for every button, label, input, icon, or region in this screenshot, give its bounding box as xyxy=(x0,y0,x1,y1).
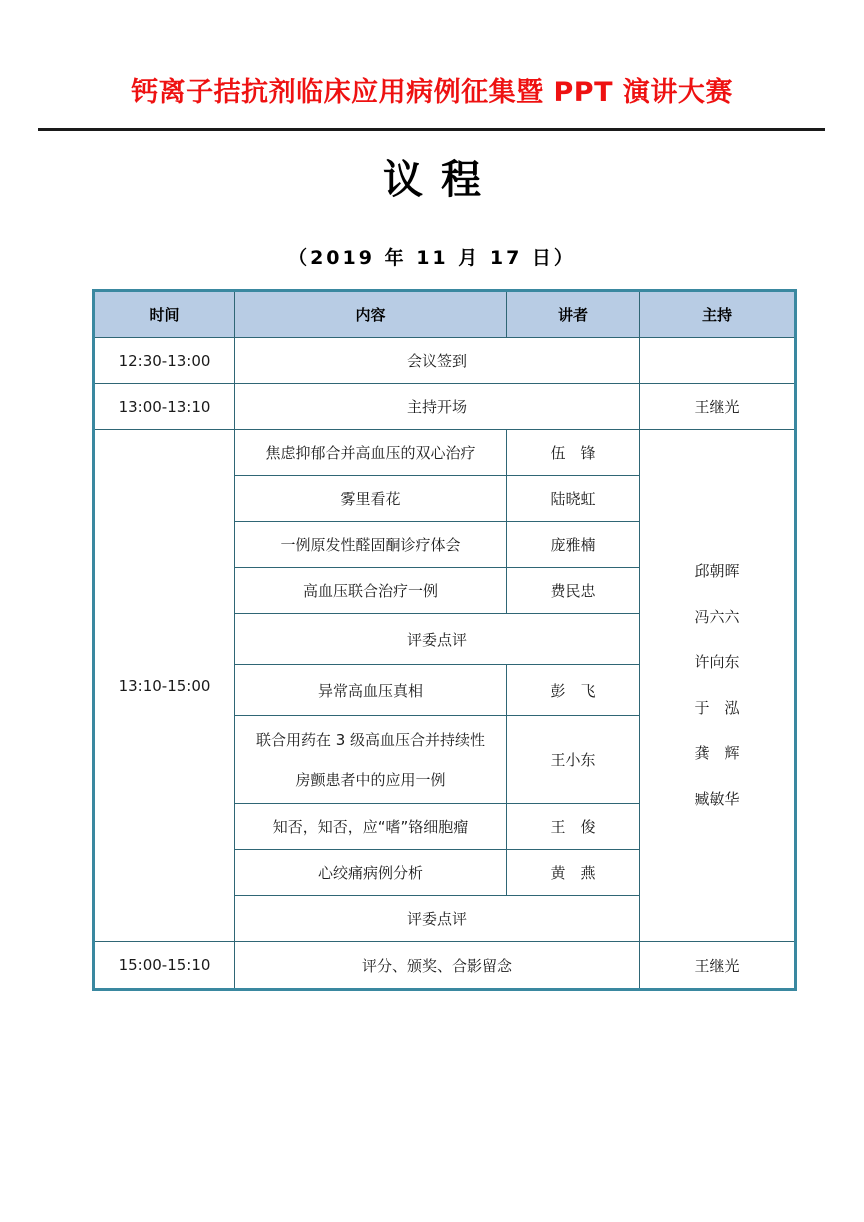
time-cell: 12:30-13:00 xyxy=(94,338,235,384)
table-row xyxy=(94,384,796,430)
host-name: 龚 辉 xyxy=(694,744,740,762)
content-cell: 焦虑抑郁合并高血压的双心治疗 xyxy=(235,430,507,476)
content-cell: 知否，知否，应“嗜”铬细胞瘤 xyxy=(235,804,507,850)
column-header-time: 时间 xyxy=(94,291,235,338)
host-name: 邱朝晖 xyxy=(694,562,740,580)
event-date: （2019 年 11 月 17 日） xyxy=(288,247,576,269)
speaker-cell: 陆晓虹 xyxy=(507,476,640,522)
table-row xyxy=(94,430,796,476)
speaker-cell: 伍 锋 xyxy=(507,430,640,476)
agenda-heading: 议程 xyxy=(383,156,499,203)
content-cell: 心绞痛病例分析 xyxy=(235,850,507,896)
title-divider xyxy=(38,128,825,131)
column-header-content: 内容 xyxy=(235,291,507,338)
content-cell: 一例原发性醛固酮诊疗体会 xyxy=(235,522,507,568)
time-cell: 13:00-13:10 xyxy=(94,384,235,430)
table-header-row xyxy=(94,291,796,338)
host-name: 许向东 xyxy=(694,653,740,671)
agenda-table xyxy=(92,289,797,991)
column-header-speaker: 讲者 xyxy=(507,291,640,338)
event-title: 钙离子拮抗剂临床应用病例征集暨 PPT 演讲大赛 xyxy=(131,77,733,108)
table-row xyxy=(94,338,796,384)
content-cell: 主持开场 xyxy=(235,384,640,430)
content-cell: 高血压联合治疗一例 xyxy=(235,568,507,614)
speaker-cell: 王小东 xyxy=(507,716,640,804)
speaker-cell: 彭 飞 xyxy=(507,665,640,716)
table-row xyxy=(94,942,796,990)
content-line: 房颤患者中的应用一例 xyxy=(295,770,446,789)
content-cell: 异常高血压真相 xyxy=(235,665,507,716)
host-cell: 王继光 xyxy=(640,942,796,990)
review-cell: 评委点评 xyxy=(235,614,640,665)
time-cell: 13:10-15:00 xyxy=(94,430,235,942)
speaker-cell: 庞雅楠 xyxy=(507,522,640,568)
host-list xyxy=(640,549,794,822)
speaker-cell: 黄 燕 xyxy=(507,850,640,896)
host-cell: 王继光 xyxy=(640,384,796,430)
host-cell xyxy=(640,338,796,384)
host-cell xyxy=(640,430,796,942)
content-cell xyxy=(235,716,507,804)
content-cell: 评分、颁奖、合影留念 xyxy=(235,942,640,990)
speaker-cell: 王 俊 xyxy=(507,804,640,850)
column-header-host: 主持 xyxy=(640,291,796,338)
content-line: 联合用药在 3 级高血压合并持续性 xyxy=(255,730,486,749)
time-cell: 15:00-15:10 xyxy=(94,942,235,990)
host-name: 冯六六 xyxy=(694,607,740,626)
content-cell: 会议签到 xyxy=(235,338,640,384)
speaker-cell: 费民忠 xyxy=(507,568,640,614)
host-name: 于 泓 xyxy=(694,698,740,717)
host-name: 臧敏华 xyxy=(694,789,740,808)
content-cell: 雾里看花 xyxy=(235,476,507,522)
review-cell: 评委点评 xyxy=(235,896,640,942)
